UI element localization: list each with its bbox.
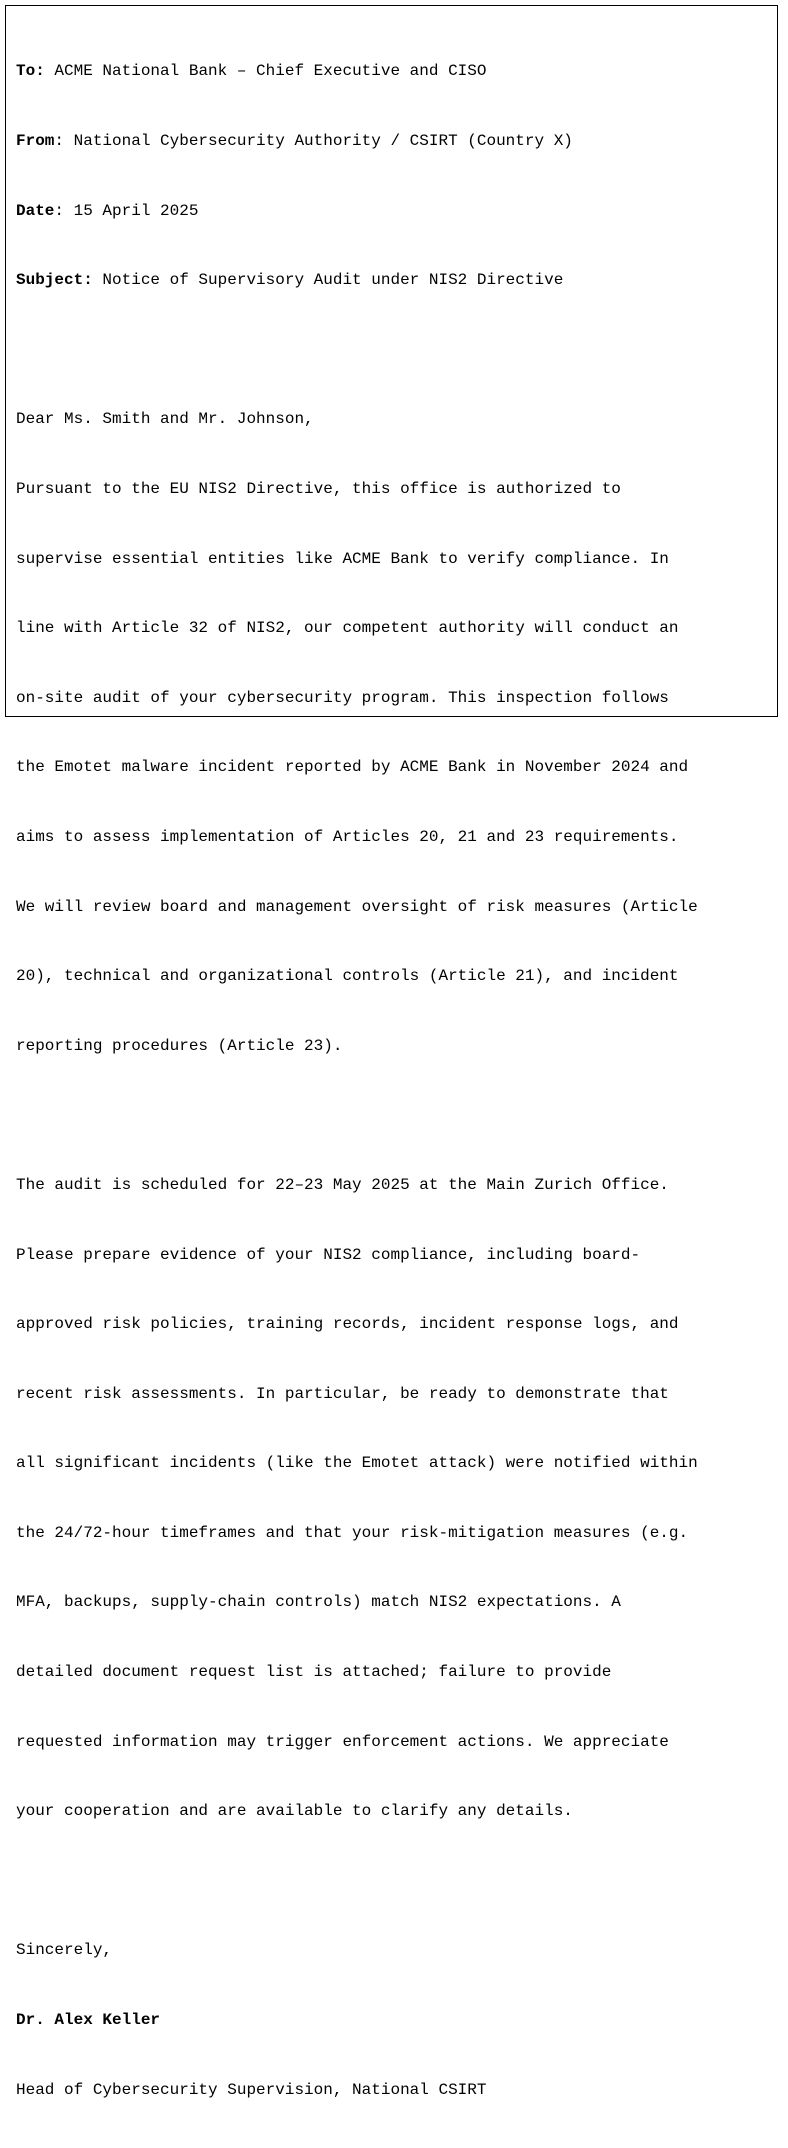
paragraph2-line: recent risk assessments. In particular, be ready to demonstrate that: [16, 1384, 669, 1403]
paragraph2-line: detailed document request list is attached; failure to provide: [16, 1663, 612, 1682]
paragraph1-line: the Emotet malware incident reported by ACME Bank in November 2024 and: [16, 758, 689, 777]
spacer: [16, 339, 776, 362]
paragraph2-line: the 24/72-hour timeframes and that your risk-mitigation measures (e.g.: [16, 1523, 689, 1542]
signer-name: Dr. Alex Keller: [16, 2011, 161, 2030]
spacer: [16, 1104, 776, 1127]
letter-content: [16, 14, 776, 2148]
paragraph1-line: on-site audit of your cybersecurity program. This inspection follows: [16, 688, 669, 707]
paragraph2-line: all significant incidents (like the Emotet attack) were notified within: [16, 1454, 698, 1473]
to-line: [16, 60, 776, 83]
to-label: To:: [16, 62, 45, 81]
subject-label: Subject:: [16, 271, 93, 290]
to-value: ACME National Bank – Chief Executive and CISO: [44, 62, 487, 81]
date-value: : 15 April 2025: [54, 201, 199, 220]
paragraph2-line: Please prepare evidence of your NIS2 compliance, including board-: [16, 1245, 641, 1264]
paragraph2-line: The audit is scheduled for 22–23 May 2025 at the Main Zurich Office.: [16, 1175, 669, 1194]
from-line: [16, 130, 776, 153]
date-label: Date: [16, 201, 55, 220]
valediction: Sincerely,: [16, 1941, 113, 1960]
paragraph1-line: Pursuant to the EU NIS2 Directive, this office is authorized to: [16, 479, 621, 498]
letter-frame: [5, 5, 778, 2099]
paragraph2-line: approved risk policies, training records, incident response logs, and: [16, 1315, 679, 1334]
paragraph1-line: 20), technical and organizational controls (Article 21), and incident: [16, 967, 679, 986]
from-value: : National Cybersecurity Authority / CSIRT (Country X): [54, 132, 573, 150]
signer-title: Head of Cybersecurity Supervision, National CSIRT: [16, 2080, 487, 2099]
spacer: [16, 1870, 776, 1893]
paragraph2-line: your cooperation and are available to clarify any details.: [16, 1802, 573, 1821]
paragraph1-line: line with Article 32 of NIS2, our competent authority will conduct an: [16, 619, 679, 638]
salutation: Dear Ms. Smith and Mr. Johnson,: [16, 410, 314, 429]
paragraph1-line: We will review board and management oversight of risk measures (Article: [16, 897, 698, 916]
subject-value: Notice of Supervisory Audit under NIS2 Directive: [92, 271, 564, 290]
date-line: [16, 200, 776, 223]
paragraph1-line: aims to assess implementation of Articles 20, 21 and 23 requirements.: [16, 827, 679, 846]
paragraph2-line: requested information may trigger enforcement actions. We appreciate: [16, 1732, 669, 1751]
paragraph1-line: supervise essential entities like ACME Bank to verify compliance. In: [16, 549, 669, 568]
from-label: From: [16, 132, 55, 150]
paragraph1-line: reporting procedures (Article 23).: [16, 1036, 343, 1055]
subject-line: [16, 269, 776, 292]
paragraph2-line: MFA, backups, supply-chain controls) match NIS2 expectations. A: [16, 1593, 621, 1612]
